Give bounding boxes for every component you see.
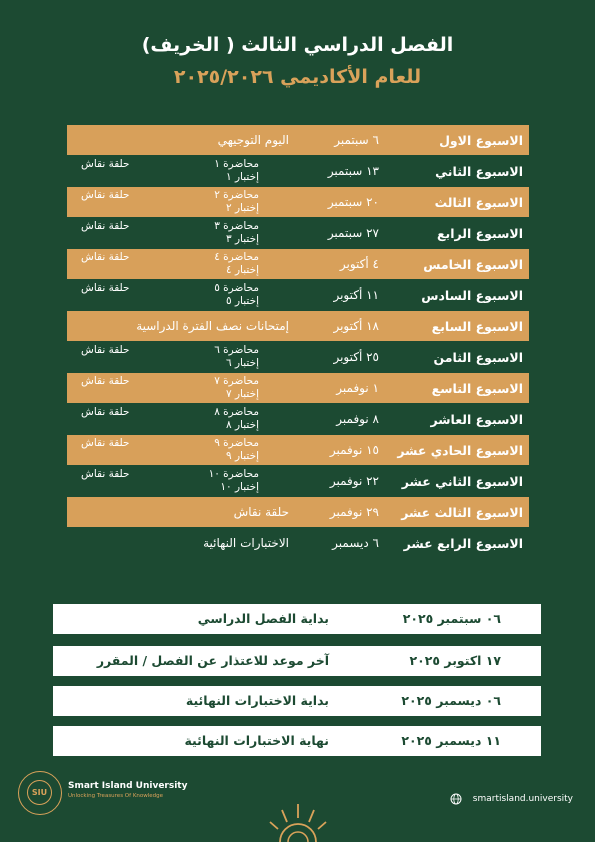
table-row xyxy=(67,404,529,434)
week-label: الاسبوع الحادي عشر xyxy=(397,443,523,458)
lecture-label: محاضرة ١٠ xyxy=(208,468,259,480)
university-tagline: Unlocking Treasures Of Knowledge xyxy=(68,793,164,799)
discussion-label: حلقة نقاش xyxy=(81,344,130,356)
table-row xyxy=(67,249,529,279)
quiz-label: إختبار ٤ xyxy=(226,264,259,276)
week-date: ١١ أكتوبر xyxy=(333,288,379,302)
week-label: الاسبوع الخامس xyxy=(423,257,523,272)
globe-icon xyxy=(450,793,462,805)
lecture-quiz xyxy=(214,189,259,215)
discussion-label: حلقة نقاش xyxy=(81,220,130,232)
week-date: ١ نوفمبر xyxy=(336,381,379,395)
page-title: الفصل الدراسي الثالث ( الخريف) xyxy=(141,34,454,56)
week-date: ١٨ أكتوبر xyxy=(333,319,379,333)
discussion-label: حلقة نقاش xyxy=(81,468,130,480)
lecture-label: محاضرة ٧ xyxy=(214,375,259,387)
week-date: ٦ سبتمبر xyxy=(334,133,379,147)
quiz-label: إختبار ٩ xyxy=(226,450,259,462)
key-date-label: بداية الفصل الدراسي xyxy=(197,611,329,626)
week-label: الاسبوع الثاني xyxy=(435,164,523,179)
discussion-label: حلقة نقاش xyxy=(81,437,130,449)
quiz-label: إختبار ٧ xyxy=(226,388,259,400)
lecture-label: محاضرة ٩ xyxy=(214,437,259,449)
table-row xyxy=(67,528,529,558)
table-row xyxy=(67,156,529,186)
table-row xyxy=(67,497,529,527)
week-label: الاسبوع الثالث xyxy=(434,195,523,210)
discussion-label: حلقة نقاش xyxy=(81,158,130,170)
lecture-label: محاضرة ١ xyxy=(214,158,259,170)
table-row xyxy=(67,342,529,372)
key-date-box xyxy=(53,726,541,756)
week-activity: اليوم التوجيهي xyxy=(217,133,289,147)
table-row xyxy=(67,311,529,341)
table-row xyxy=(67,280,529,310)
quiz-label: إختبار ٢ xyxy=(226,202,259,214)
lecture-quiz xyxy=(214,406,259,432)
week-date: ٢٠ سبتمبر xyxy=(327,195,379,209)
week-activity: إمتحانات نصف الفترة الدراسية xyxy=(136,319,289,333)
key-date-box xyxy=(53,686,541,716)
lecture-label: محاضرة ٣ xyxy=(214,220,259,232)
discussion-label: حلقة نقاش xyxy=(81,375,130,387)
week-label: الاسبوع العاشر xyxy=(430,412,523,427)
lecture-quiz xyxy=(209,468,259,494)
week-label: الاسبوع الاول xyxy=(439,133,523,148)
table-row xyxy=(67,435,529,465)
lecture-quiz xyxy=(214,344,259,370)
week-date: ٤ أكتوبر xyxy=(339,257,379,271)
discussion-label: حلقة نقاش xyxy=(81,406,130,418)
lecture-quiz xyxy=(214,375,259,401)
table-row xyxy=(67,125,529,155)
week-date: ٢٩ نوفمبر xyxy=(329,505,379,519)
week-date: ٢٢ نوفمبر xyxy=(329,474,379,488)
table-row xyxy=(67,218,529,248)
sun-icon xyxy=(258,800,338,842)
lecture-quiz xyxy=(214,251,259,277)
week-activity: حلقة نقاش xyxy=(233,505,289,519)
lecture-label: محاضرة ٢ xyxy=(214,189,259,201)
week-label: الاسبوع التاسع xyxy=(431,381,523,396)
week-date: ٦ ديسمبر xyxy=(332,536,379,550)
lecture-quiz xyxy=(214,220,259,246)
lecture-label: محاضرة ٦ xyxy=(214,344,259,356)
key-date-box xyxy=(53,604,541,634)
lecture-label: محاضرة ٥ xyxy=(214,282,259,294)
quiz-label: إختبار ٣ xyxy=(226,233,259,245)
lecture-label: محاضرة ٤ xyxy=(214,251,259,263)
key-date-label: بداية الاختبارات النهائية xyxy=(185,693,329,708)
week-date: ٨ نوفمبر xyxy=(336,412,379,426)
week-label: الاسبوع السادس xyxy=(421,288,523,303)
key-date: ١٧ اكتوبر ٢٠٢٥ xyxy=(409,653,501,668)
week-label: الاسبوع الثاني عشر xyxy=(401,474,523,489)
page-subtitle: للعام الأكاديمي ٢٠٢٥/٢٠٢٦ xyxy=(173,66,422,88)
key-date: ٠٦ سبتمبر ٢٠٢٥ xyxy=(402,611,501,626)
university-name: Smart Island University xyxy=(68,781,188,791)
lecture-label: محاضرة ٨ xyxy=(214,406,259,418)
week-label: الاسبوع الثامن xyxy=(433,350,523,365)
key-date-label: نهاية الاختبارات النهائية xyxy=(184,733,329,748)
lecture-quiz xyxy=(214,282,259,308)
table-row xyxy=(67,373,529,403)
week-date: ٢٧ سبتمبر xyxy=(327,226,379,240)
key-date-box xyxy=(53,646,541,676)
university-logo xyxy=(18,771,62,815)
logo-text: SIU xyxy=(27,780,52,805)
key-date-label: آخر موعد للاعتذار عن الفصل / المقرر xyxy=(96,653,329,668)
lecture-quiz xyxy=(214,158,259,184)
key-date: ٠٦ ديسمبر ٢٠٢٥ xyxy=(401,693,501,708)
discussion-label: حلقة نقاش xyxy=(81,189,130,201)
quiz-label: إختبار ١٠ xyxy=(220,481,259,493)
discussion-label: حلقة نقاش xyxy=(81,282,130,294)
quiz-label: إختبار ١ xyxy=(226,171,259,183)
quiz-label: إختبار ٦ xyxy=(226,357,259,369)
table-row xyxy=(67,466,529,496)
week-date: ١٣ سبتمبر xyxy=(327,164,379,178)
quiz-label: إختبار ٥ xyxy=(226,295,259,307)
website-link[interactable]: smartisland.university xyxy=(472,794,573,804)
week-date: ١٥ نوفمبر xyxy=(329,443,379,457)
lecture-quiz xyxy=(214,437,259,463)
week-activity: الاختبارات النهائية xyxy=(203,536,289,550)
quiz-label: إختبار ٨ xyxy=(226,419,259,431)
week-label: الاسبوع الرابع عشر xyxy=(403,536,523,551)
key-date: ١١ ديسمبر ٢٠٢٥ xyxy=(401,733,501,748)
schedule-table xyxy=(67,125,529,559)
discussion-label: حلقة نقاش xyxy=(81,251,130,263)
week-label: الاسبوع الثالث عشر xyxy=(401,505,523,520)
week-date: ٢٥ أكتوبر xyxy=(333,350,379,364)
week-label: الاسبوع السابع xyxy=(431,319,523,334)
week-label: الاسبوع الرابع xyxy=(437,226,523,241)
table-row xyxy=(67,187,529,217)
